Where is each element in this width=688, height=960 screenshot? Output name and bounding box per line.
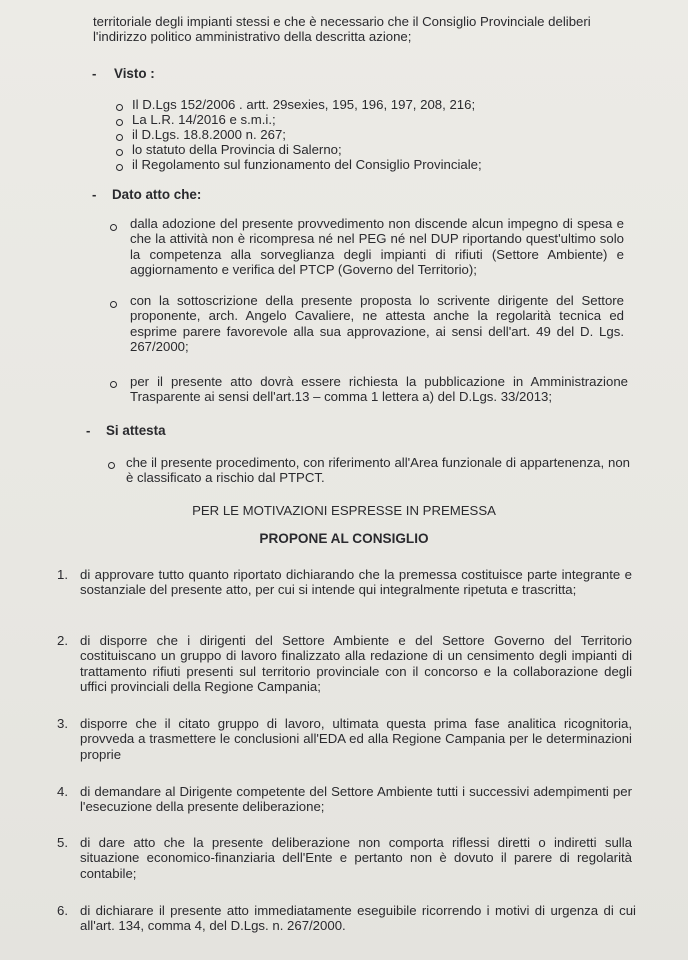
visto-title: Visto :: [114, 66, 155, 81]
proposal-text: disporre che il citato gruppo di lavoro, ultimata questa prima fase analitica ricognitoria, provveda a trasmettere le conclusioni all'EDA ed alla Regione Campania per le determinazioni proprie: [80, 716, 632, 762]
proposal-number: 2.: [57, 633, 68, 648]
intro-line-2: l'indirizzo politico amministrativo della descritta azione;: [93, 29, 412, 45]
proposal-number: 3.: [57, 716, 68, 731]
proposal-number: 5.: [57, 835, 68, 850]
visto-item: il D.Lgs. 18.8.2000 n. 267;: [132, 127, 286, 142]
bullet-icon: [116, 149, 123, 156]
visto-dash: -: [92, 66, 97, 81]
proposal-text: di disporre che i dirigenti del Settore Ambiente e del Settore Governo del Territorio costituiscano un gruppo di lavoro finalizzato alla redazione di un censimento degli impianti di trattamento rifiuti presenti sul territorio provinciale con il concorso e la collaborazione degli uffici provinciali della Regione Campania;: [80, 633, 632, 695]
proposal-text: di dare atto che la presente deliberazione non comporta riflessi diretti o indiretti sulla situazione economico-finanziaria dell'Ente e pertanto non è dovuto il parere di regolarità contabile;: [80, 835, 632, 881]
bullet-icon: [116, 119, 123, 126]
bullet-icon: [110, 301, 117, 308]
propone-heading: PROPONE AL CONSIGLIO: [259, 531, 429, 546]
intro-text: [93, 14, 633, 45]
proposal-number: 1.: [57, 567, 68, 582]
proposal-number: 6.: [57, 903, 68, 918]
dato-atto-item: con la sottoscrizione della presente proposta lo scrivente dirigente del Settore proponente, arch. Angelo Cavaliere, ne attesta anche la regolarità tecnica ed esprime parere favorevole alla sua approvazione, ai sensi dell'art. 49 del D. Lgs. 267/2000;: [130, 293, 624, 355]
bullet-icon: [116, 134, 123, 141]
proposal-text: di approvare tutto quanto riportato dichiarando che la premessa costituisce parte integrante e sostanziale del presente atto, per cui si intende qui integralmente ripetuta e trascritta;: [80, 567, 632, 598]
dato-atto-title: Dato atto che:: [112, 187, 202, 202]
dato-atto-item: dalla adozione del presente provvedimento non discende alcun impegno di spesa e che la attività non è ricompresa né nel PEG né nel DUP riportando quest'ultimo solo la competenza alla sorveglianza degli impianti di rifiuti (Settore Ambiente) e aggiornamento e verifica del PTCP (Governo del Territorio);: [130, 216, 624, 278]
proposal-text: di dichiarare il presente atto immediatamente eseguibile ricorrendo i motivi di urgenza di cui all'art. 134, comma 4, del D.Lgs. n. 267/2000.: [80, 903, 636, 934]
dato-atto-dash: -: [92, 187, 97, 202]
si-attesta-title: Si attesta: [106, 423, 166, 438]
visto-item: Il D.Lgs 152/2006 . artt. 29sexies, 195, 196, 197, 208, 216;: [132, 97, 476, 112]
bullet-icon: [110, 381, 117, 388]
visto-item: lo statuto della Provincia di Salerno;: [132, 142, 342, 157]
visto-item: La L.R. 14/2016 e s.m.i.;: [132, 112, 276, 127]
proposal-text: di demandare al Dirigente competente del Settore Ambiente tutti i successivi adempimenti per l'esecuzione della presente deliberazione;: [80, 784, 632, 815]
bullet-icon: [108, 462, 115, 469]
si-attesta-item: che il presente procedimento, con riferimento all'Area funzionale di appartenenza, non è classificato a rischio dal PTPCT.: [126, 455, 630, 486]
intro-line-1: territoriale degli impianti stessi e che è necessario che il Consiglio Provinciale deliberi: [93, 14, 591, 29]
bullet-icon: [116, 164, 123, 171]
proposal-number: 4.: [57, 784, 68, 799]
bullet-icon: [116, 104, 123, 111]
dato-atto-item: per il presente atto dovrà essere richiesta la pubblicazione in Amministrazione Trasparente ai sensi dell'art.13 – comma 1 lettera a) del D.Lgs. 33/2013;: [130, 374, 628, 405]
si-attesta-dash: -: [86, 423, 91, 438]
bullet-icon: [110, 224, 117, 231]
visto-item: il Regolamento sul funzionamento del Consiglio Provinciale;: [132, 157, 482, 172]
motivazioni-heading: PER LE MOTIVAZIONI ESPRESSE IN PREMESSA: [192, 503, 496, 518]
